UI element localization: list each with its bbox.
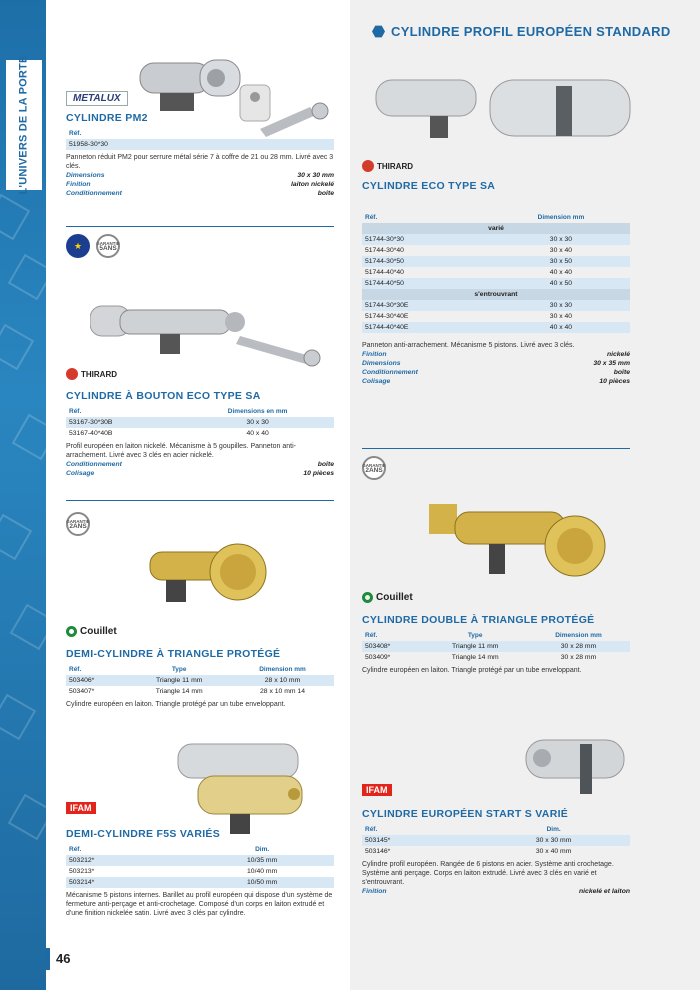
double-description: Cylindre européen en laiton. Triangle protégé par un tube enveloppant. [362, 667, 582, 674]
start-card: CYLINDRE EUROPÉEN START S VARIÉ Réf. Dim. 503145* 30 x 30 mm 503146* 30 x 40 mm Cylindre profil européen. Rangée de 6 pistons en acier. Système anti crochetage. Système anti perçage. Corps en laiton extrudé. Livré avec 3 clés en varié et s'entrouvrant. Finition nickelé et laiton [362, 808, 630, 895]
bouton-card: CYLINDRE À BOUTON ECO TYPE SA Réf. Dimensions en mm 53167-30*30B 30 x 30 53167-40*40B 40 x 40 Profil européen en laiton nickelé. Mécanisme à 5 goupilles. Panneton anti-arrachement. Livré avec 3 clés en acier nickelé. Conditionnement boîte Colisage 10 pièces [66, 390, 334, 477]
guarantee-badge: GARANTIE 2ANS [66, 512, 90, 536]
f5s-brand-logo: IFAM [66, 798, 96, 816]
demi-table: Réf. Type Dimension mm 503406* Triangle 11 mm 28 x 10 mm 503407* Triangle 14 mm 28 x 10 mm 14 [66, 664, 334, 697]
bouton-description: Profil européen en laiton nickelé. Mécanisme à 5 goupilles. Panneton anti-arrachement. Livré avec 3 clés en acier nickelé. [66, 443, 296, 459]
f5s-title: DEMI-CYLINDRE F5S VARIÉS [66, 828, 221, 840]
eu-stars-icon: ★ [66, 234, 90, 258]
sidebar-band [0, 0, 46, 990]
f5s-table: Réf. Dim. 503212* 10/35 mm 503213* 10/40 mm 503214* 10/50 mm [66, 844, 334, 888]
bouton-table: Réf. Dimensions en mm 53167-30*30B 30 x 30 53167-40*40B 40 x 40 [66, 406, 334, 439]
eco-table: Réf. Dimension mm varié 51744-30*30 30 x 30 51744-30*40 30 x 40 51744-30*50 30 x 50 51744-40*40 40 x 40 51744-40*50 40 x 50 s'entrouvrant 51744-30*30E 30 x 30 51744-30*40E 30 x 40 51744-40*40E 40 x 40 [362, 212, 630, 333]
double-title: CYLINDRE DOUBLE À TRIANGLE PROTÉGÉ [362, 614, 595, 626]
f5s-description: Mécanisme 5 pistons internes. Barillet au profil européen qui dispose d'un système de fermeture anti-perçage et anti-crochetage. Composé d'un corps en laiton extrudé et d'une finition nickelée satin. Livré avec 3 clés par cylindre. [66, 892, 333, 917]
double-card [362, 614, 630, 675]
pm2-table: Réf. 51958-30*30 [66, 128, 334, 150]
eco-product-image [370, 70, 640, 160]
eco-description: Panneton anti-arrachement. Mécanisme 5 pistons. Livré avec 3 clés. [362, 342, 575, 349]
start-table: Réf. Dim. 503145* 30 x 30 mm 503146* 30 x 40 mm [362, 824, 630, 857]
start-product-image [520, 734, 630, 804]
pm2-ref: 51958-30*30 [66, 139, 334, 150]
page-number: 46 [46, 948, 70, 970]
demi-card [66, 648, 334, 709]
guarantee-badge: GARANTIE 5ANS [96, 234, 120, 258]
pm2-badges [66, 234, 120, 258]
eco-title: CYLINDRE ECO TYPE SA [362, 180, 496, 192]
start-brand-logo: IFAM [362, 780, 392, 798]
double-table: Réf. Type Dimension mm 503408* Triangle 11 mm 30 x 28 mm 503409* Triangle 14 mm 30 x 28 mm [362, 630, 630, 663]
eco-brand-logo: THIRARD [362, 160, 413, 172]
divider [362, 448, 630, 449]
eco-badge [362, 456, 386, 480]
bouton-brand-logo: THIRARD [66, 368, 117, 380]
eco-card: CYLINDRE ECO TYPE SA Réf. Dimension mm varié 51744-30*30 30 x 30 51744-30*40 30 x 40 51744-30*50 30 x 50 51744-40*40 40 x 40 51744-40*50 40 x 50 s'entrouvrant 51744-30*30E 30 x 30 51744-30*40E 30 x 40 51744-40*40E 40 x 40 Panneton anti-arrachement. Mécanisme 5 pistons. Livré avec 3 clés. Finition nickelé Dimensions 30 x 35 mm Conditionnement boîte Colisage 10 pièces [362, 180, 630, 385]
guarantee-badge: GARANTIE 2ANS [362, 456, 386, 480]
f5s-card [66, 828, 334, 918]
bouton-badge [66, 512, 90, 536]
demi-title: DEMI-CYLINDRE À TRIANGLE PROTÉGÉ [66, 648, 281, 660]
start-title: CYLINDRE EUROPÉEN START S VARIÉ [362, 808, 569, 820]
double-product-image [425, 500, 610, 590]
pm2-card: CYLINDRE PM2 Réf. 51958-30*30 Panneton réduit PM2 pour serrure métal série 7 à coffre de 21 ou 28 mm. Livré avec 3 clés. Dimensions 30 x 30 mm Finition laiton nickelé Conditionnement boîte [66, 112, 334, 197]
demi-description: Cylindre européen en laiton. Triangle protégé par un tube enveloppant. [66, 701, 286, 708]
pm2-brand-logo: METALUX [66, 88, 128, 106]
divider [66, 226, 334, 227]
hexagon-icon [372, 25, 385, 38]
double-brand-logo: Couillet [362, 592, 413, 603]
start-description: Cylindre profil européen. Rangée de 6 pistons en acier. Système anti crochetage. Système anti perçage. Corps en laiton extrudé. Livré avec 3 clés en varié et s'entrouvrant. [362, 861, 614, 886]
demi-brand-logo: Couillet [66, 626, 117, 637]
section-label: L'UNIVERS DE LA PORTE [6, 60, 42, 190]
pm2-title: CYLINDRE PM2 [66, 112, 148, 124]
section-title: CYLINDRE PROFIL EUROPÉEN STANDARD [372, 24, 671, 39]
demi-product-image [140, 540, 270, 620]
bouton-title: CYLINDRE À BOUTON ECO TYPE SA [66, 390, 261, 402]
pm2-description: Panneton réduit PM2 pour serrure métal série 7 à coffre de 21 ou 28 mm. Livré avec 3 clés. [66, 154, 334, 170]
divider [66, 500, 334, 501]
bouton-product-image [90, 296, 330, 376]
f5s-product-image [170, 740, 310, 840]
